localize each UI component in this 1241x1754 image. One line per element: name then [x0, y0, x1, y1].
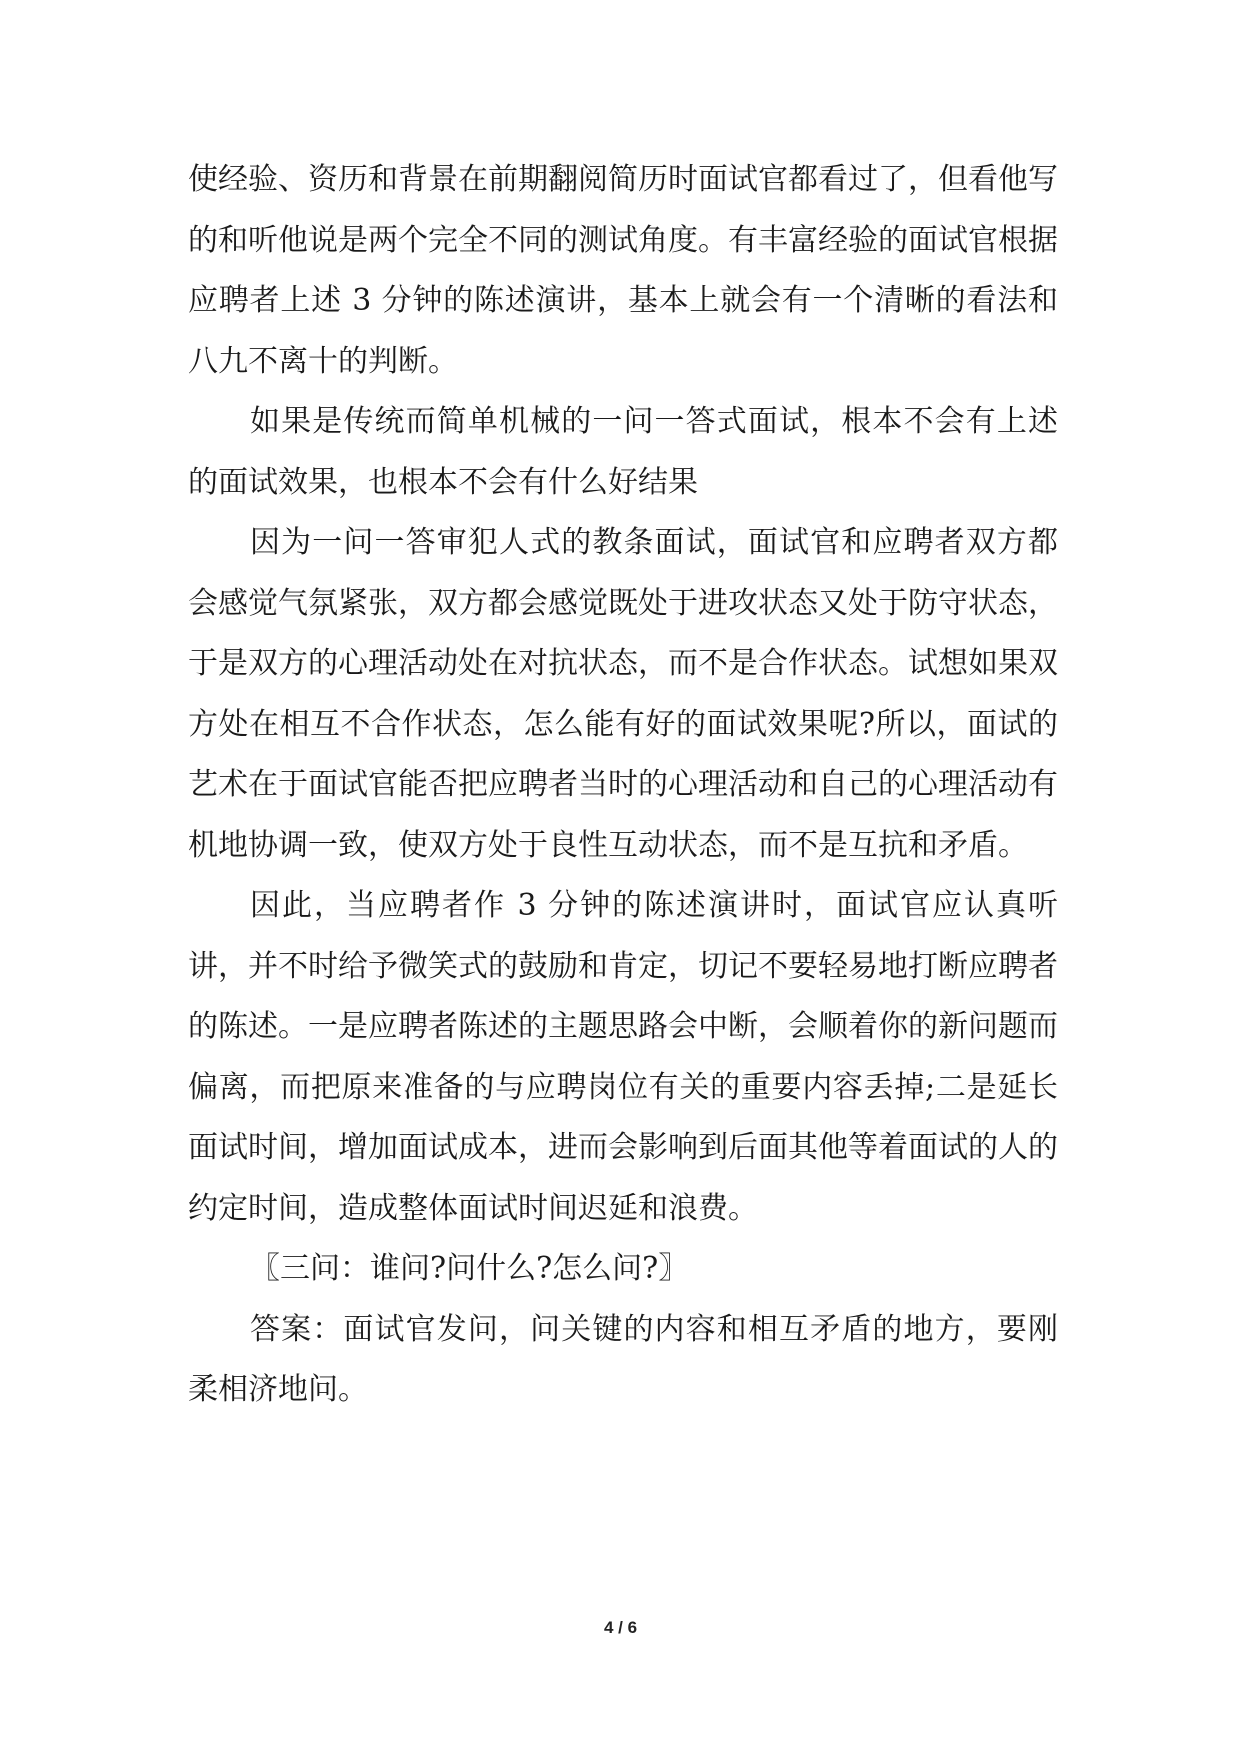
- paragraph: 答案：面试官发问，问关键的内容和相互矛盾的地方，要刚柔相济地问。: [188, 1311, 1058, 1407]
- document-body: [188, 150, 1058, 1421]
- paragraph-continuation: 使经验、资历和背景在前期翻阅简历时面试官都看过了，但看他写的和听他说是两个完全不同的测试角度。有丰富经验的面试官根据应聘者上述 3 分钟的陈述演讲，基本上就会有一个清晰的看法和八九不离十的判断。: [188, 162, 1058, 379]
- page-number: 4 / 6: [603, 1618, 638, 1637]
- paragraph: 如果是传统而简单机械的一问一答式面试，根本不会有上述的面试效果，也根本不会有什么好结果: [188, 404, 1058, 500]
- section-heading: 〖三问：谁问?问什么?怎么问?〗: [250, 1251, 689, 1286]
- paragraph: 因为一问一答审犯人式的教条面试，面试官和应聘者双方都会感觉气氛紧张，双方都会感觉既处于进攻状态又处于防守状态，于是双方的心理活动处在对抗状态，而不是合作状态。试想如果双方处在相互不合作状态，怎么能有好的面试效果呢?所以，面试的艺术在于面试官能否把应聘者当时的心理活动和自己的心理活动有机地协调一致，使双方处于良性互动状态，而不是互抗和矛盾。: [188, 525, 1058, 863]
- paragraph: 因此，当应聘者作 3 分钟的陈述演讲时，面试官应认真听讲，并不时给予微笑式的鼓励和肯定，切记不要轻易地打断应聘者的陈述。一是应聘者陈述的主题思路会中断，会顺着你的新问题而偏离，而把原来准备的与应聘岗位有关的重要内容丢掉;二是延长面试时间，增加面试成本，进而会影响到后面其他等着面试的人的约定时间，造成整体面试时间迟延和浪费。: [188, 888, 1058, 1226]
